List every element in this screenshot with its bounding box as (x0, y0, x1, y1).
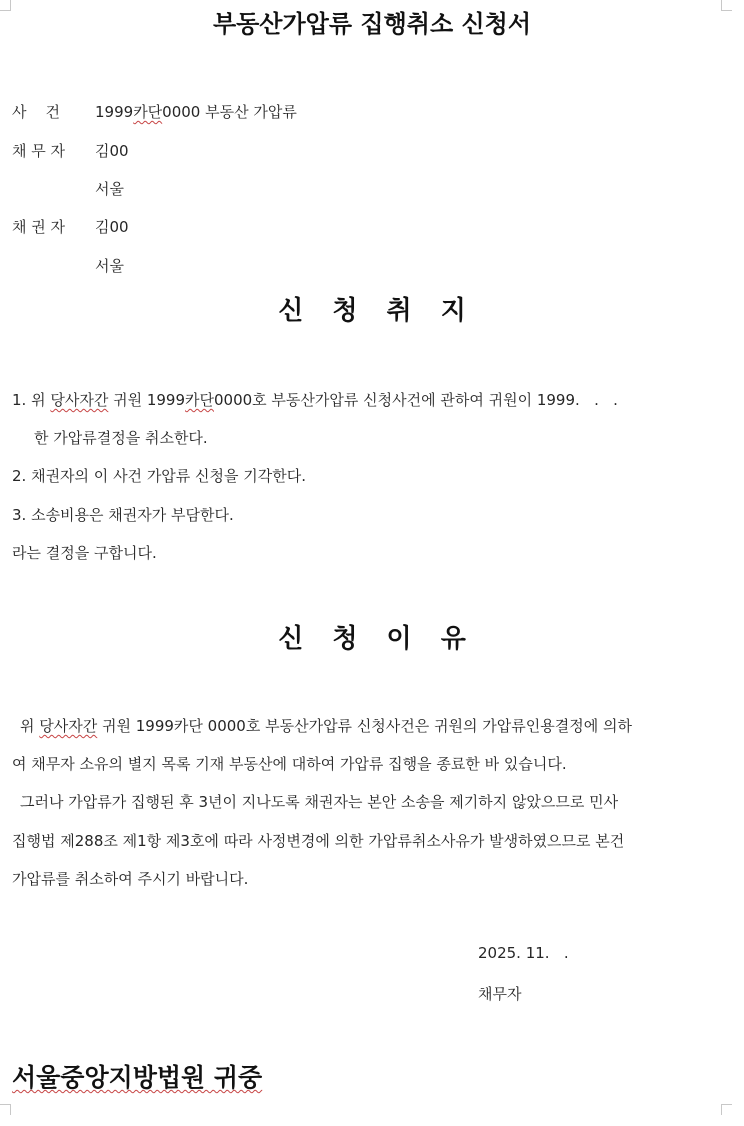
creditor-name: 김00 (95, 218, 129, 236)
reason-paragraph-1-line-1 (20, 715, 632, 736)
creditor-address: 서울 (95, 257, 124, 275)
reason-paragraph-2-line-3: 가압류를 취소하여 주시기 바랍니다. (12, 870, 249, 888)
filing-date: 2025. 11. . (478, 944, 569, 962)
purpose-item-1-continuation: 한 가압류결정을 취소한다. (34, 429, 208, 447)
reason-paragraph-1-start: 위 (20, 717, 40, 735)
debtor-name: 김00 (95, 142, 129, 160)
reason-heading: 신 청 이 유 (278, 624, 476, 654)
purpose-closing: 라는 결정을 구합니다. (12, 544, 157, 562)
reason-paragraph-2-line-1: 그러나 가압류가 집행된 후 3년이 지나도록 채권자는 본안 소송을 제기하지 않았으므로 민사 (20, 793, 619, 811)
case-number-suffix: 0000 부동산 가압류 (162, 103, 297, 121)
debtor-address: 서울 (95, 180, 124, 198)
case-label (12, 101, 60, 122)
case-label-text: 사 건 (12, 103, 61, 121)
reason-paragraph-1-rest: 귀원 1999카단 0000호 부동산가압류 신청사건은 귀원의 가압류인용결정에 의하 (97, 717, 632, 735)
purpose-item-1-part-c: 0000호 부동산가압류 신청사건에 관하여 귀원이 1999. . . (214, 391, 618, 409)
purpose-item-2: 2. 채권자의 이 사건 가압류 신청을 기각한다. (12, 467, 307, 485)
document-title: 부동산가압류 집행취소 신청서 (212, 9, 532, 38)
reason-paragraph-1-line-2: 여 채무자 소유의 별지 목록 기재 부동산에 대하여 가압류 집행을 종료한 바 있습니다. (12, 755, 567, 773)
purpose-item-1-case-type: 카단 (185, 391, 214, 409)
case-number-year: 1999 (95, 103, 134, 121)
bottom-right-corner-mark (721, 1104, 732, 1115)
reason-paragraph-2-line-2: 집행법 제288조 제1항 제3호에 따라 사정변경에 의한 가압류취소사유가 발생하였으므로 본건 (12, 832, 625, 850)
court-addressee: 서울중앙지방법원 귀중 (12, 1063, 263, 1092)
bottom-left-corner-mark (0, 1104, 11, 1115)
signer-label: 채무자 (478, 985, 522, 1003)
purpose-heading: 신 청 취 지 (278, 296, 476, 326)
case-type-text: 카단 (133, 103, 163, 121)
case-value (95, 101, 297, 122)
purpose-item-1-part-a: 1. 위 (12, 391, 51, 409)
reason-paragraph-1-parties: 당사자간 (39, 717, 98, 735)
purpose-item-1-part-b: 귀원 1999 (108, 391, 186, 409)
purpose-item-3: 3. 소송비용은 채권자가 부담한다. (12, 506, 234, 524)
debtor-label: 채 무 자 (12, 142, 66, 160)
creditor-label: 채 권 자 (12, 218, 66, 236)
purpose-item-1 (12, 389, 618, 410)
purpose-item-1-parties: 당사자간 (50, 391, 109, 409)
